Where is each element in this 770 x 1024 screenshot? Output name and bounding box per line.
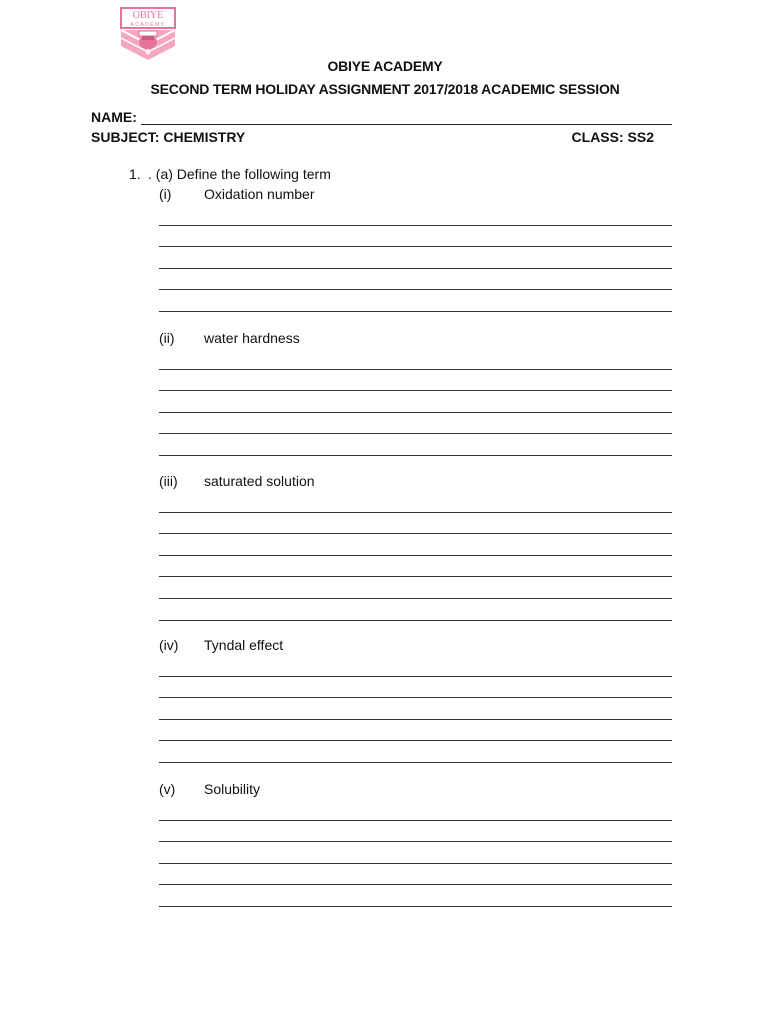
class-label: CLASS: SS2 bbox=[571, 129, 654, 145]
answer-line[interactable] bbox=[159, 699, 672, 720]
item-term: Solubility bbox=[204, 781, 261, 797]
item-term: Oxidation number bbox=[204, 186, 315, 202]
answer-line[interactable] bbox=[159, 600, 672, 621]
answer-line[interactable] bbox=[159, 821, 672, 842]
question-1-heading bbox=[129, 166, 331, 182]
item-term: water hardness bbox=[204, 330, 300, 346]
name-row bbox=[91, 107, 672, 125]
item-term: Tyndal effect bbox=[204, 637, 284, 653]
answer-line[interactable] bbox=[159, 349, 672, 370]
answer-line[interactable] bbox=[159, 248, 672, 269]
answer-line[interactable] bbox=[159, 656, 672, 677]
subject-label: SUBJECT: CHEMISTRY bbox=[91, 129, 246, 145]
answer-line[interactable] bbox=[159, 205, 672, 226]
item-numeral: (ii) bbox=[159, 330, 175, 346]
answer-line[interactable] bbox=[159, 513, 672, 534]
logo-text-bottom: ACADEMY bbox=[130, 22, 166, 28]
answer-line[interactable] bbox=[159, 492, 672, 513]
answer-line[interactable] bbox=[159, 370, 672, 391]
question-item bbox=[159, 328, 672, 456]
answer-line[interactable] bbox=[159, 864, 672, 885]
question-item bbox=[159, 471, 672, 621]
answer-line[interactable] bbox=[159, 291, 672, 312]
question-item bbox=[159, 779, 672, 907]
answer-line[interactable] bbox=[159, 392, 672, 413]
item-numeral: (iv) bbox=[159, 637, 179, 653]
question-number: 1. bbox=[129, 166, 141, 182]
answer-line[interactable] bbox=[159, 435, 672, 456]
answer-line[interactable] bbox=[159, 535, 672, 556]
answer-line[interactable] bbox=[159, 843, 672, 864]
answer-line[interactable] bbox=[159, 677, 672, 698]
school-logo bbox=[117, 6, 179, 62]
name-label: NAME: bbox=[91, 109, 137, 125]
answer-line[interactable] bbox=[159, 578, 672, 599]
answer-line[interactable] bbox=[159, 413, 672, 434]
item-numeral: (i) bbox=[159, 186, 172, 202]
answer-line[interactable] bbox=[159, 720, 672, 741]
question-prompt: . (a) Define the following term bbox=[148, 166, 331, 182]
name-input-line[interactable] bbox=[141, 110, 672, 125]
item-term: saturated solution bbox=[204, 473, 315, 489]
assignment-title: SECOND TERM HOLIDAY ASSIGNMENT 2017/2018 ACADEMIC SESSION bbox=[150, 81, 620, 97]
answer-line[interactable] bbox=[159, 226, 672, 247]
school-name: OBIYE ACADEMY bbox=[327, 58, 443, 74]
answer-line[interactable] bbox=[159, 800, 672, 821]
subject-class-row bbox=[91, 129, 654, 145]
answer-line[interactable] bbox=[159, 742, 672, 763]
item-numeral: (iii) bbox=[159, 473, 178, 489]
answer-line[interactable] bbox=[159, 556, 672, 577]
question-item bbox=[159, 184, 672, 312]
item-numeral: (v) bbox=[159, 781, 176, 797]
answer-line[interactable] bbox=[159, 886, 672, 907]
question-item bbox=[159, 635, 672, 763]
answer-line[interactable] bbox=[159, 269, 672, 290]
logo-text-top: OBIYE bbox=[132, 10, 164, 21]
